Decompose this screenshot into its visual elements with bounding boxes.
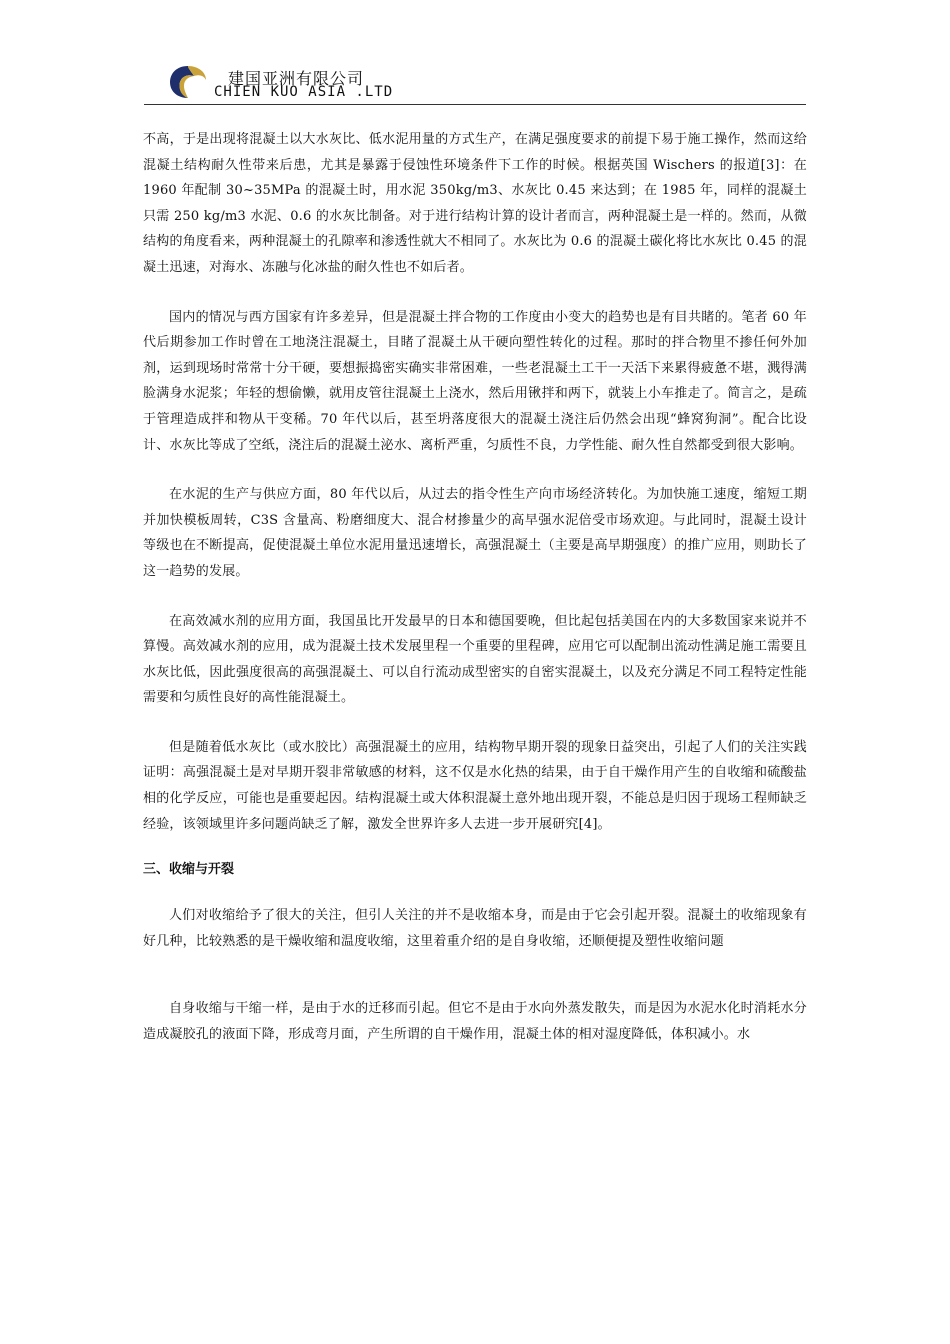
page-header [144,58,806,105]
paragraph-5: 但是随着低水灰比（或水胶比）高强混凝土的应用，结构物早期开裂的现象日益突出，引起了人们的关注实践证明：高强混凝土是对早期开裂非常敏感的材料，这不仅是水化热的结果，由于自干燥作用产生的自收缩和硫酸盐相的化学反应，可能也是重要起因。结构混凝土或大体积混凝土意外地出现开裂，不能总是归因于现场工程师缺乏经验，该领域里许多问题尚缺乏了解，激发全世界许多人去进一步开展研究[4]。 [143,739,807,832]
section-heading: 三、收缩与开裂 [143,862,235,878]
company-name-cn: 建国亚洲有限公司 [228,69,365,88]
paragraph-3: 在水泥的生产与供应方面，80 年代以后，从过去的指令性生产向市场经济转化。为加快施工速度，缩短工期并加快模板周转，C3S 含量高、粉磨细度大、混合材掺量少的高早强水泥倍受市场欢迎。与此同时，混凝土设计等级也在不断提高，促使混凝土单位水泥用量迅速增长，高强混凝土（主要是高早期强度）的推广应用，则助长了这一趋势的发展。 [143,487,807,579]
paragraph-2: 国内的情况与西方国家有许多差异，但是混凝土拌合物的工作度由小变大的趋势也是有目共睹的。笔者 60 年代后期参加工作时曾在工地浇注混凝土，目睹了混凝土从干硬向塑性转化的过程。那时的拌合物里不掺任何外加剂，运到现场时常常十分干硬，要想振捣密实确实非常困难，一些老混凝土工干一天活下来累得疲惫不堪，溅得满脸满身水泥浆；年轻的想偷懒，就用皮管往混凝土上浇水，然后用锹拌和两下，就装上小车推走了。简言之，是疏于管理造成拌和物从干变稀。70 年代以后，甚至坍落度很大的混凝土浇注后仍然会出现“蜂窝狗洞”。配合比设计、水灰比等成了空纸，浇注后的混凝土泌水、离析严重，匀质性不良，力学性能、耐久性自然都受到很大影响。 [143,309,807,453]
section-paragraph-1: 人们对收缩给予了很大的关注，但引人关注的并不是收缩本身，而是由于它会引起开裂。混凝土的收缩现象有好几种，比较熟悉的是干燥收缩和温度收缩，这里着重介绍的是自身收缩，还顺便提及塑性收缩问题 [143,908,807,949]
paragraph-1: 不高，于是出现将混凝土以大水灰比、低水泥用量的方式生产，在满足强度要求的前提下易于施工操作，然而这给混凝土结构耐久性带来后患，尤其是暴露于侵蚀性环境条件下工作的时候。根据英国 Wischers 的报道[3]：在 1960 年配制 30~35MPa 的混凝土时，用水泥 350kg/m3、水灰比 0.45 来达到；在 1985 年，同样的混凝土只需 250 kg/m3 水泥、0.6 的水灰比制备。对于进行结构计算的设计者而言，两种混凝土是一样的。然而，从微结构的角度看来，两种混凝土的孔隙率和渗透性就大不相同了。水灰比为 0.6 的混凝土碳化将比水灰比 0.45 的混凝土迅速，对海水、冻融与化冰盐的耐久性也不如后者。 [143,132,807,275]
company-name-en: CHIEN KUO ASIA .LTD [214,84,394,100]
section-paragraph-2: 自身收缩与干缩一样，是由于水的迁移而引起。但它不是由于水向外蒸发散失，而是因为水泥水化时消耗水分造成凝胶孔的液面下降，形成弯月面，产生所谓的自干燥作用，混凝土体的相对湿度降低，体积减小。水 [143,1001,807,1043]
paragraph-4: 在高效减水剂的应用方面，我国虽比开发最早的日本和德国要晚，但比起包括美国在内的大多数国家来说并不算慢。高效减水剂的应用，成为混凝土技术发展里程一个重要的里程碑，应用它可以配制出流动性满足施工需要且水灰比低，因此强度很高的高强混凝土、可以自行流动成型密实的自密实混凝土，以及充分满足不同工程特定性能需要和匀质性良好的高性能混凝土。 [143,613,807,706]
document-body [143,127,807,1048]
shell-logo-icon [168,64,208,100]
